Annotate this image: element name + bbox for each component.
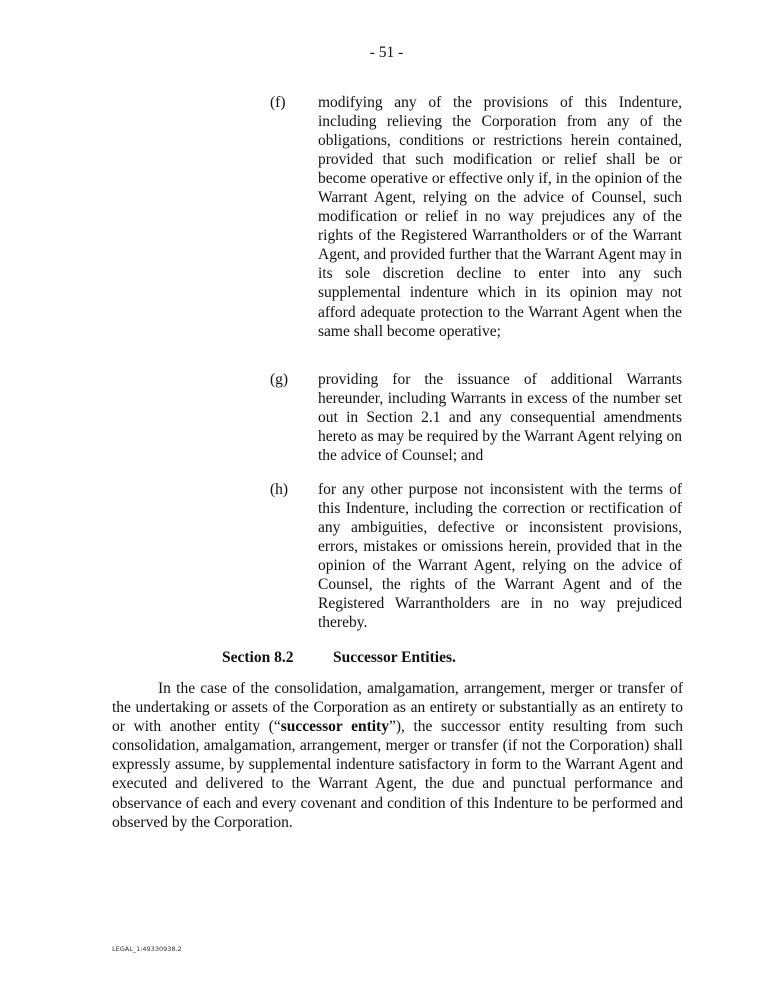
item-label: (f): [270, 94, 286, 111]
paragraph-text-end: ”), the successor entity resulting from such consolidation, amalgamation, arrangement, merger or transfer (if not the Corporation) shall expressly assume, by supplemental indenture satisfactory in form to the Warrant Agent and executed and delivered to the Warrant Agent, the due and punctual performance and observance of each and every covenant and condition of this Indenture to be performed and observed by the Corporation.: [112, 718, 683, 831]
item-text: modifying any of the provisions of this Indenture, including relieving the Corporation from any of the obligations, conditions or restrictions herein contained, provided that such modification or relief shall be or become operative or effective only if, in the opinion of the Warrant Agent, relying on the advice of Counsel, such modification or relief in no way prejudices any of the rights of the Registered Warrantholders or of the Warrant Agent, and provided further that the Warrant Agent may in its sole discretion decline to enter into any such supplemental indenture which in its opinion may not afford adequate protection to the Warrant Agent when the same shall become operative;: [318, 94, 682, 340]
section-title: Successor Entities.: [333, 649, 456, 666]
section-number: Section 8.2: [222, 649, 294, 666]
body-paragraph: [112, 679, 683, 832]
defined-term: successor entity: [280, 718, 389, 736]
item-text: providing for the issuance of additional Warrants hereunder, including Warrants in excess of the number set out in Section 2.1 and any consequential amendments hereto as may be required by the Warrant Agent relying on the advice of Counsel; and: [318, 371, 682, 465]
page-number: - 51 -: [369, 44, 404, 61]
document-footer-id: LEGAL_1:49330938.2: [112, 945, 182, 953]
item-text: for any other purpose not inconsistent with the terms of this Indenture, including the correction or rectification of any ambiguities, defective or inconsistent provisions, errors, mistakes or omissions herein, provided that in the opinion of the Warrant Agent, relying on the advice of Counsel, the rights of the Warrant Agent and of the Registered Warrantholders are in no way prejudiced thereby.: [318, 481, 682, 632]
item-label: (g): [270, 371, 289, 388]
paragraph-text-start: In the case of the consolidation, amalgamation, arrangement, merger or transfer of the undertaking or assets of the Corporation as an entirety or substantially as an entirety to or with another entity (“: [112, 680, 683, 736]
item-label: (h): [270, 481, 289, 498]
